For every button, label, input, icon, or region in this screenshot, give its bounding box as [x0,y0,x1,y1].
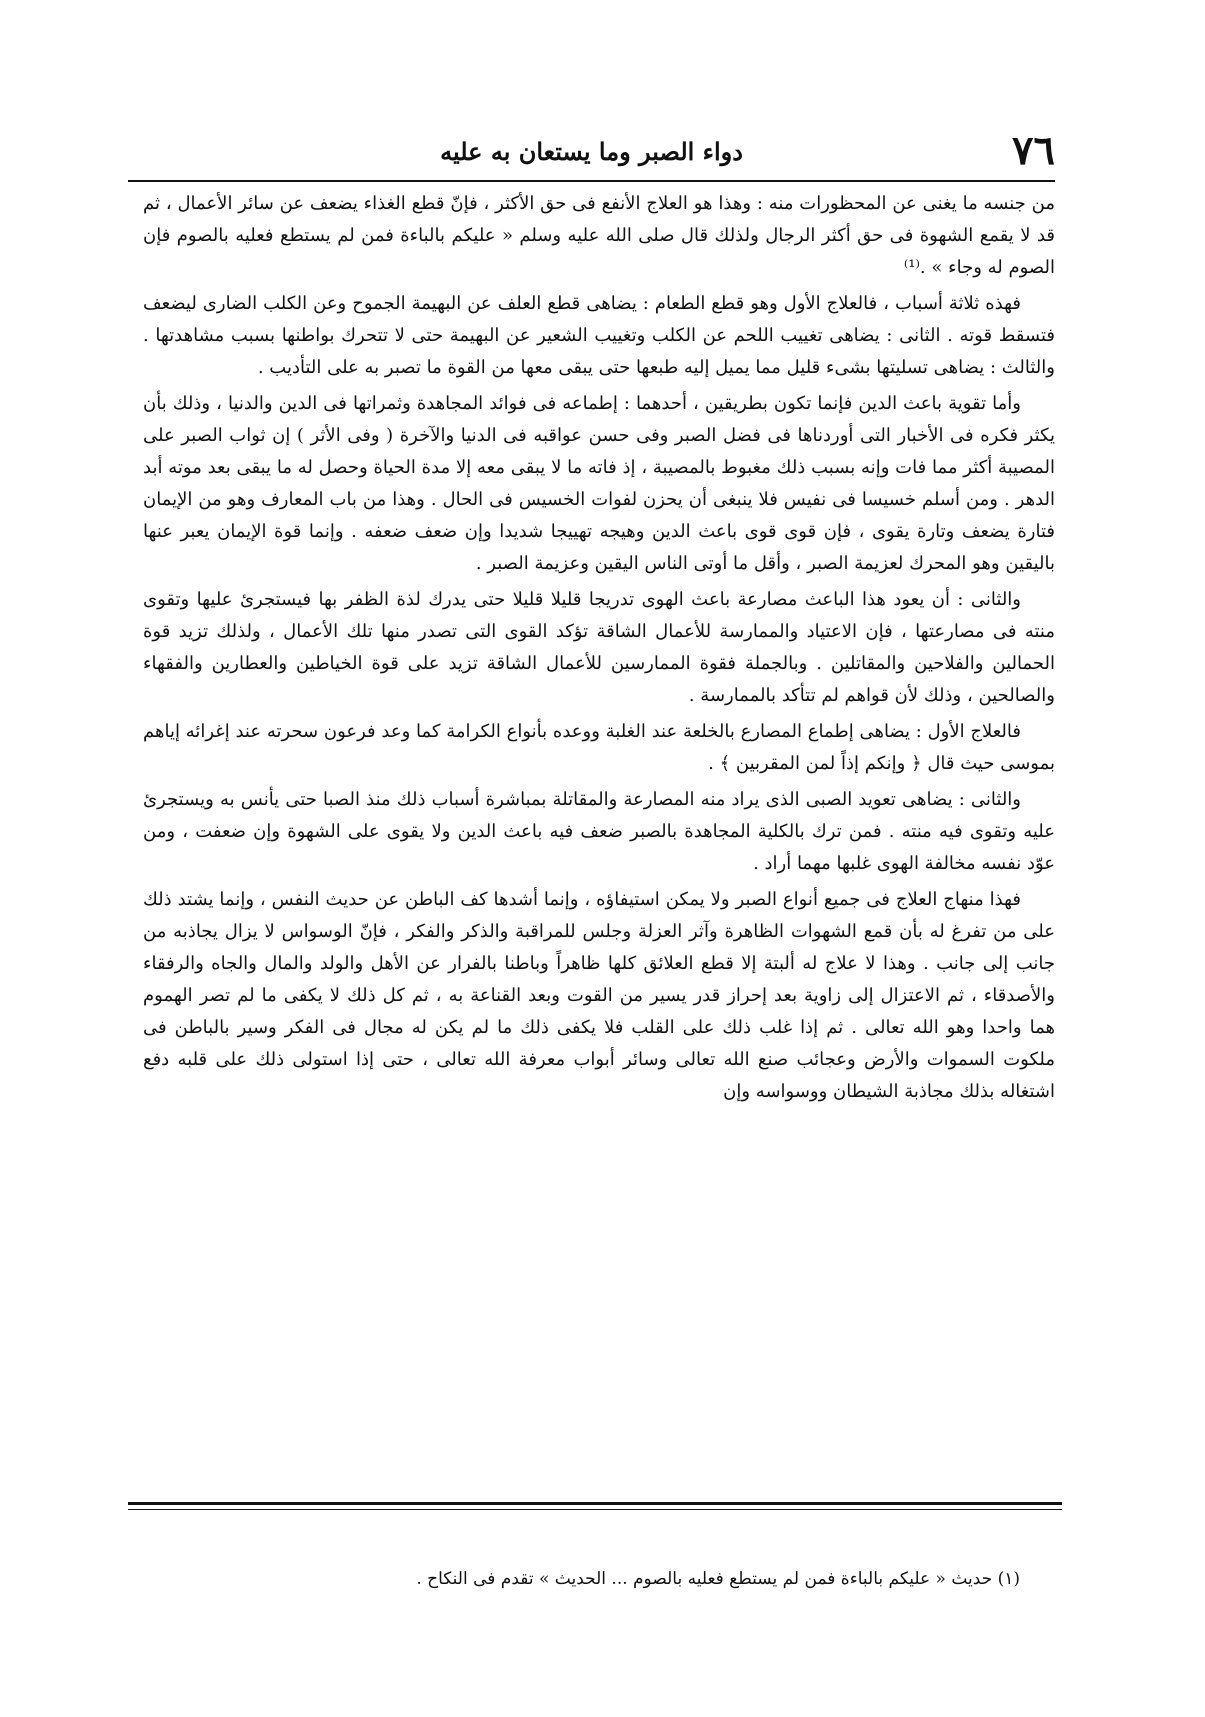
header-rule [128,180,1055,182]
footnote-rule-thin [128,1509,1062,1510]
page-header [128,128,1055,176]
footnote: (١) حديث « عليكم بالباءة فمن لم يستطع فعليه بالصوم ... الحديث » تقدم فى النكاح . [416,1569,1020,1589]
main-text [143,188,1055,1112]
paragraph: فهذه ثلاثة أسباب ، فالعلاج الأول وهو قطع الطعام : يضاهى قطع العلف عن البهيمة الجموح وعن الكلب الضارى ليضعف فتسقط قوته . الثانى : يضاهى تغييب اللحم عن الكلب وتغييب الشعير عن البهيمة حتى لا تتحرك بواطنها بسبب مشاهدتها . والثالث : يضاهى تسليتها بشىء قليل مما يميل إليه طبعها حتى يبقى معها من القوة ما تصبر به على التأديب . [143,293,1055,378]
paragraph: فالعلاج الأول : يضاهى إطماع المصارع بالخلعة عند الغلبة ووعده بأنواع الكرامة كما وعد فرعون سحرته عند إغرائه إياهم بموسى حيث قال ﴿ وإنكم إذاً لمن المقربين ﴾ . [143,721,1055,774]
page-number: ٧٦ [1012,127,1055,174]
footnote-rule [128,1502,1062,1505]
paragraph: والثانى : يضاهى تعويد الصبى الذى يراد منه المصارعة والمقاتلة بمباشرة أسباب ذلك منذ الصبا حتى يأنس به ويستجرئ عليه وتقوى فيه منته . فمن ترك بالكلية المجاهدة بالصبر ضعف فيه باعث الدين ولا يقوى على الشهوة وإن ضعفت ، ومن عوّد نفسه مخالفة الهوى غلبها مهما أراد . [143,789,1055,874]
running-title: دواء الصبر وما يستعان به عليه [440,137,743,166]
paragraph: فهذا منهاج العلاج فى جميع أنواع الصبر ولا يمكن استيفاؤه ، وإنما أشدها كف الباطن عن حديث النفس ، وإنما يشتد ذلك على من تفرغ له بأن قمع الشهوات الظاهرة وآثر العزلة وجلس للمراقبة والذكر والفكر ، فإنّ الوسواس لا يزال يجاذبه من جانب إلى جانب . وهذا لا علاج له ألبتة إلا قطع العلائق كلها ظاهراً وباطنا بالفرار عن الأهل والولد والمال والجاه والرفقاء والأصدقاء ، ثم الاعتزال إلى زاوية بعد إحراز قدر يسير من القوت وبعد القناعة به ، ثم كل ذلك لا يكفى ما لم تصر الهموم هما واحدا وهو الله تعالى . ثم إذا غلب ذلك على القلب فلا يكفى ذلك ما لم يكن له مجال فى الفكر وسير بالباطن فى ملكوت السموات والأرض وعجائب صنع الله تعالى وسائر أبواب معرفة الله تعالى ، حتى إذا استولى ذلك على قلبه دفع اشتغاله بذلك مجاذبة الشيطان ووسواسه وإن [143,889,1055,1102]
paragraph: والثانى : أن يعود هذا الباعث مصارعة باعث الهوى تدريجا قليلا قليلا حتى يدرك لذة الظفر بها فيستجرئ عليها وتقوى منته فى مصارعتها ، فإن الاعتياد والممارسة للأعمال الشاقة تؤكد القوى التى تصدر منها تلك الأعمال ، ولذلك تزيد قوة الحمالين والفلاحين والمقاتلين . وبالجملة فقوة الممارسين للأعمال الشاقة تزيد على قوة الخياطين والعطارين والفقهاء والصالحين ، وذلك لأن قواهم لم تتأكد بالممارسة . [143,589,1055,706]
paragraph: وأما تقوية باعث الدين فإنما تكون بطريقين ، أحدهما : إطماعه فى فوائد المجاهدة وثمراتها فى الدين والدنيا ، وذلك بأن يكثر فكره فى الأخبار التى أوردناها فى فضل الصبر وفى حسن عواقبه فى الدنيا والآخرة ( وفى الأثر ) إن ثواب الصبر على المصيبة أكثر مما فات وإنه بسبب ذلك مغبوط بالمصيبة ، إذ فاته ما لا يبقى معه إلا مدة الحياة وحصل له ما يبقى بعد موته أبد الدهر . ومن أسلم خسيسا فى نفيس فلا ينبغى أن يحزن لفوات الخسيس فى الحال . وهذا من باب المعارف وهو من الإيمان فتارة يضعف وتارة يقوى ، فإن قوى قوى باعث الدين وهيجه تهييجا شديدا وإن ضعف ضعفه . وإنما قوة الإيمان يعبر عنها باليقين وهو المحرك لعزيمة الصبر ، وأقل ما أوتى الناس اليقين وعزيمة الصبر . [143,393,1055,574]
paragraph: من جنسه ما يغنى عن المحظورات منه : وهذا هو العلاج الأنفع فى حق الأكثر ، فإنّ قطع الغذاء يضعف عن سائر الأعمال ، ثم قد لا يقمع الشهوة فى حق أكثر الرجال ولذلك قال صلى الله عليه وسلم « عليكم بالباءة فمن لم يستطع فعليه بالصوم فإن الصوم له وجاء » .⁽¹⁾ [143,193,1055,278]
